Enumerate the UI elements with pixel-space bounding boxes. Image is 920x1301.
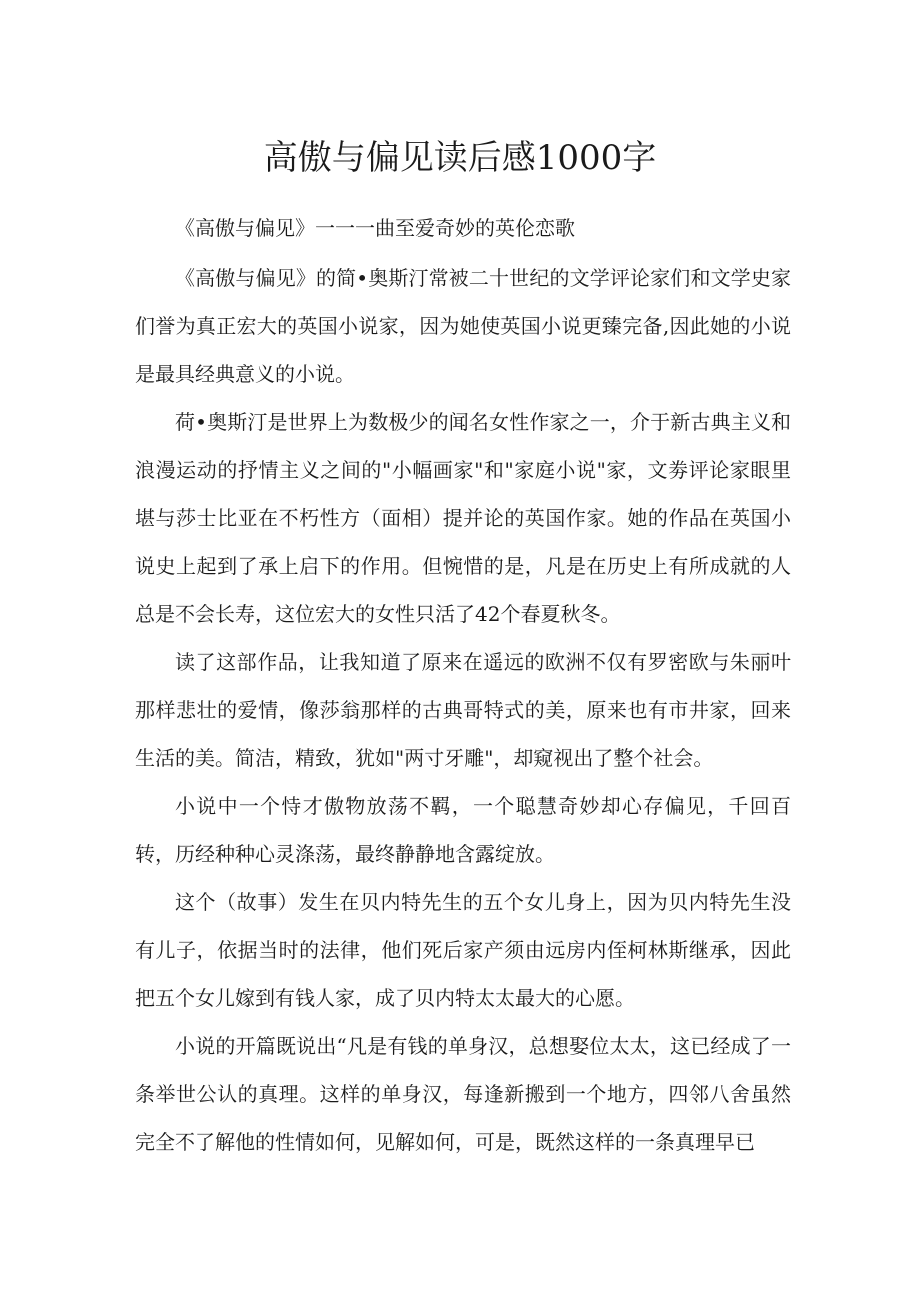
document-title: 高傲与偏见读后感1000字 xyxy=(263,138,657,178)
paragraph-6: 小说的开篇既说出“凡是有钱的单身汉，总想娶位太太，这已经成了一条举世公认的真理。这样的单身汉，每逢新搬到一个地方，四邻八舍虽然完全不了解他的性情如何，见解如何，可是，既然这样的一条真理早已 xyxy=(135,1034,791,1154)
document-subtitle: 《高傲与偏见》一一一曲至爱奇妙的英伦恋歌 xyxy=(175,216,575,240)
paragraph-5: 这个（故事）发生在贝内特先生的五个女儿身上，因为贝内特先生没有儿子，依据当时的法律，他们死后家产须由远房内侄柯林斯继承，因此把五个女儿嫁到有钱人家，成了贝内特太太最大的心愿。 xyxy=(135,890,791,1010)
paragraph-1: 《高傲与偏见》的简•奥斯汀常被二十世纪的文学评论家们和文学史家们誉为真正宏大的英国小说家，因为她使英国小说更臻完备,因此她的小说是最具经典意义的小说。 xyxy=(135,266,791,386)
document-body xyxy=(135,204,791,1166)
paragraph-3: 读了这部作品，让我知道了原来在遥远的欧洲不仅有罗密欧与朱丽叶那样悲壮的爱情，像莎翁那样的古典哥特式的美，原来也有市井家，回来生活的美。简洁，精致，犹如"两寸牙雕"，却窥视出了整个社会。 xyxy=(135,650,791,770)
paragraph-2: 荷•奥斯汀是世界上为数极少的闻名女性作家之一，介于新古典主义和浪漫运动的抒情主义之间的"小幅画家"和"家庭小说"家，文劵评论家眼里堪与莎士比亚在不朽性方（面相）提并论的英国作家。她的作品在英国小说史上起到了承上启下的作用。但惋惜的是，凡是在历史上有所成就的人总是不会长寿，这位宏大的女性只活了42个春夏秋冬。 xyxy=(135,410,791,626)
paragraph-4: 小说中一个恃才傲物放荡不羁，一个聪慧奇妙却心存偏见，千回百转，历经种种心灵涤荡，最终静静地含露绽放。 xyxy=(135,794,791,866)
